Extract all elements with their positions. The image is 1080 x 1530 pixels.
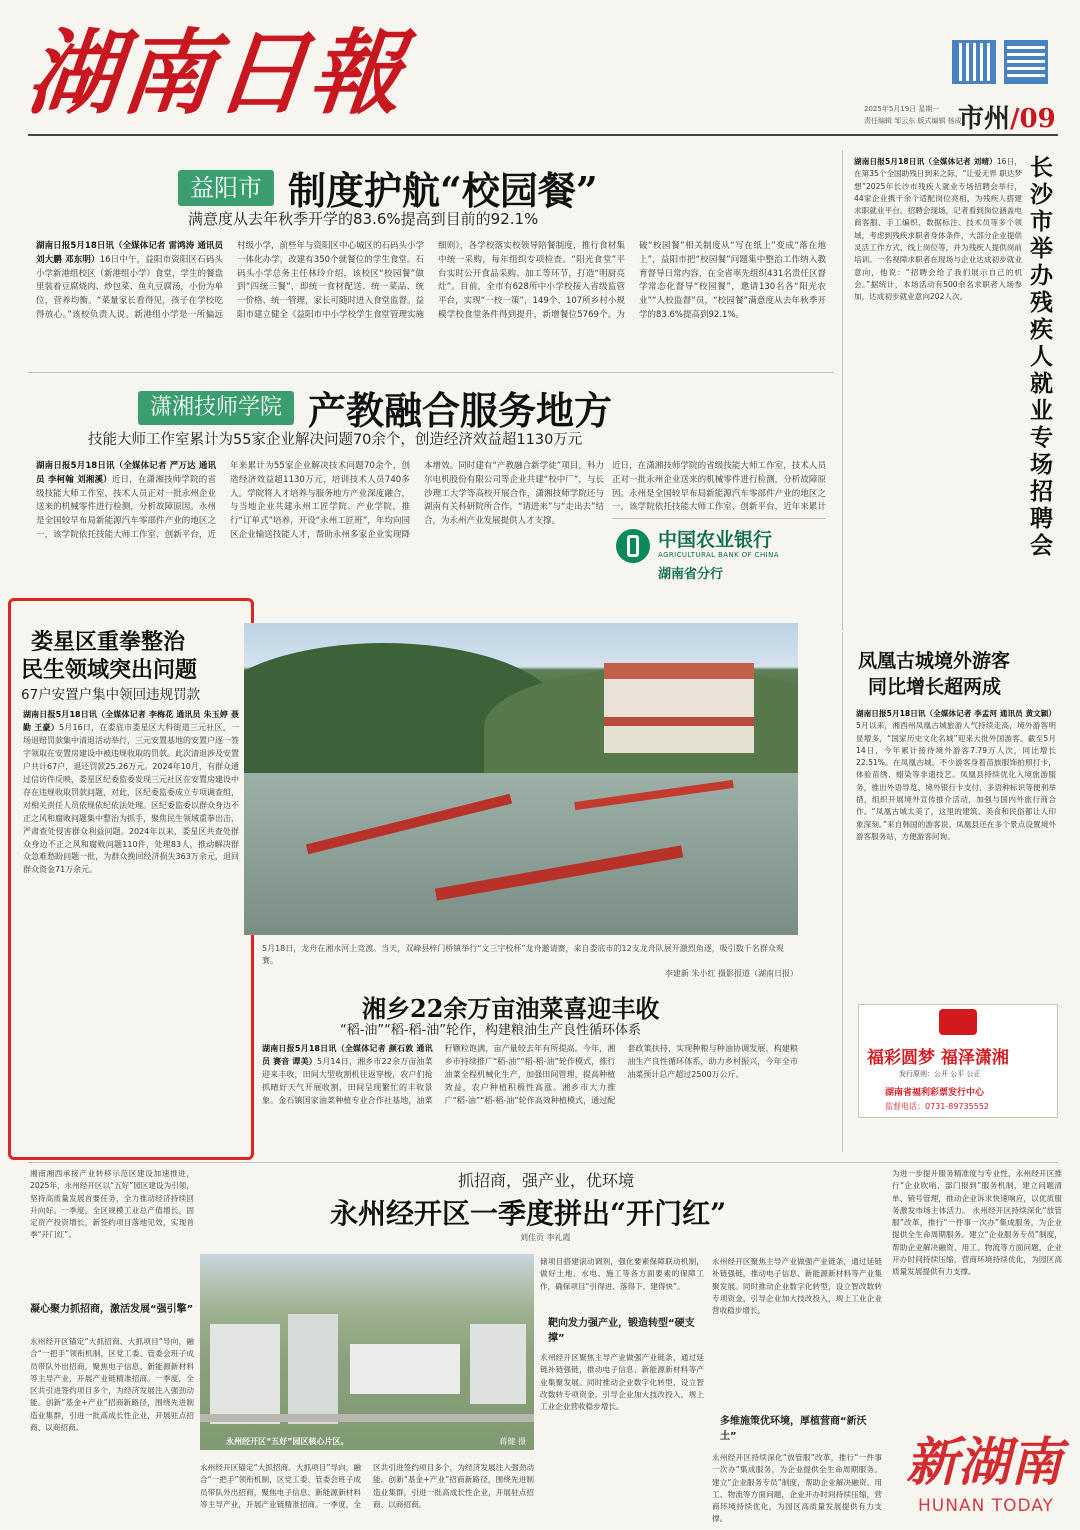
building-block: [350, 1344, 460, 1394]
column-divider: [842, 632, 843, 1152]
lottery-slogan: 福彩圆梦 福泽潇湘: [867, 1048, 1009, 1068]
story-fenghuang: [850, 642, 1062, 1002]
photo-caption: [226, 1436, 526, 1447]
story5-bylines: 刘佳贡 李礼霞: [520, 1233, 571, 1242]
masthead: [0, 0, 1080, 140]
headline-line1: 娄星区重拳整治: [31, 629, 186, 655]
vertical-headline: 长沙市举办残疾人就业专场招聘会: [1030, 154, 1053, 559]
watermark-logo: [900, 1420, 1070, 1526]
headline: 湘乡22余万亩油菜喜迎丰收: [362, 994, 660, 1023]
headline-line1: 凤凰古城境外游客: [858, 650, 1011, 672]
headline-line2: 同比增长超两成: [868, 676, 1002, 698]
article-body: 湖南日报5月18日讯（全媒体记者 颜石敦 通讯员 赛音 谭美）5月14日，湘乡市22余万亩油菜迎来丰收，田间大型收割机往返穿梭，农户们抢抓晴好天气开展收割，田间呈现繁忙的丰收景象。金石镇国家油菜种植专业合作社基地，油菜籽颗粒饱满，亩产量较去年有所提高。今年，湘乡市持续推广“稻-油”“稻-稻-油”轮作模式，推行油菜全程机械化生产，加强田间管理，提高种植效益，农户种植积极性高涨。湘乡市大力推广“稻-油”“稻-稻-油”轮作高效种植模式，通过配套政策扶持，实现种粮与种油协调发展，构建粮油生产良性循环体系，助力乡村振兴，今年全市油菜预计总产超过2500万公斤。: [262, 1044, 798, 1105]
building-block: [210, 1324, 280, 1424]
story5-text4: 永州经开区持续深化“放管服”改革，推行“一件事一次办”集成服务，为企业提供全生命周期服务。建立“企业服务专员”制度，帮助企业解决融资、用工、物流等方面问题，企业开办时间持续压缩，营商环境持续优化，为园区高质量发展提供有力支撑。: [712, 1453, 882, 1524]
story5-sub1: 凝心聚力抓招商，激活发展“强引擎”: [30, 1304, 194, 1315]
article-body: 湖南日报5月18日讯（全媒体记者 雷鸿涛 通讯员 刘大鹏 邓东明）16日中午，益阳市资阳区石码头小学新港组校区（新港组小学）食堂，学生的餐盘里装着豆腐烧肉、炒包菜、鱼丸豆腐汤，小份为单位，营养均衡。“菜量家长看得见，孩子在学校吃得放心。”该校负责人说。新港组小学是一所偏远村级小学，前些年与资阳区中心城区的石码头小学一体化办学，改建有350个就餐位的学生食堂。石码头小学总务主任林玲介绍，该校区“校园餐”做到“四统三餐”，即统一食材配送、统一菜品、统一价格、统一管理，家长可随时进入食堂监督。益阳市建立健全《益阳市中小学校学生食堂管理实施细则》，各学校落实校领导陪餐制度，推行食材集中统一采购，每年组织专项检查。“阳光食堂”平台实时公开食品采购、加工等环节，打造“明厨亮灶”。目前，全市有628所中小学校接入省级监管平台，实现“一校一策”，149个、107所乡村小规模学校食堂条件得到提升，新增餐位5769个。为破“校园餐”相关制度从“写在纸上”变成“落在地上”，益阳市把“校园餐”问题集中整治工作纳入教育督导日常内容，在全省率先组织431名责任区督学常态化督导“校园餐”，邀请130名各“阳光农业”“人校监督”员，“校园餐”满意度从去年秋季开学的83.6%提高到92.1%。: [36, 241, 826, 320]
column-divider: [842, 150, 843, 630]
story5-text3: 永州经开区聚焦主导产业做强产业链条，通过延链补链强链，推动电子信息、新能源新材料等产业集聚发展。同时推动企业数字化转型，设立智改数转专项资金，引导企业加大技改投入，规上工业企业营收稳步增长。: [540, 1353, 704, 1412]
photo-dragon-boat: [244, 623, 798, 935]
subheadline: 67户安置户集中领回违规罚款: [21, 687, 201, 703]
story5-sub2: 靶向发力强产业，锻造转型“硬支撑”: [548, 1318, 695, 1344]
lottery-center: 湖南省福利彩票发行中心: [885, 1088, 985, 1098]
story5-text1: 永州经开区锚定“大抓招商、大抓项目”导向，融合“一把手”领衔机制，区党工委、管委会班子成员带队外出招商，聚焦电子信息、新能源新材料等主导产业，开展产业链精准招商。一季度，全区共引进签约项目多个，为经济发展注入强劲动能。创新“基金+产业”招商新路径，围绕先进制造业集群，引进一批高成长性企业，开展驻点招商、以商招商。: [30, 1337, 194, 1433]
watermark-text: 新湖南: [906, 1432, 1063, 1493]
story-changsha: [850, 152, 1062, 622]
headline-row: [178, 160, 598, 215]
subheadline: “稻-油”“稻-稻-油”轮作，构建粮油生产良性循环体系: [340, 1023, 642, 1038]
place-tag: 益阳市: [178, 170, 274, 206]
story5-intro: 湘南湘西承接产业转移示范区建设加速推进，2025年，永州经开区以“五好”园区建设为引领，坚持高质量发展首要任务，全力推动经济持续回升向好。一季度，全区规模工业总产值增长，固定资产投资增长，新签约项目落地见效，实现首季“开门红”。: [30, 1169, 194, 1240]
river-water: [244, 773, 798, 935]
photo-credit: 蒋健 摄: [499, 1437, 526, 1446]
section-divider: [28, 1162, 1058, 1163]
subheadline: 技能大师工作室累计为55家企业解决问题70余个，创造经济效益超1130万元: [88, 432, 583, 448]
article-body-continued: 近日，在潇湘技师学院的省级技能大师工作室，技术人员正对一批永州企业送来的机械零件进行检测，分析故障原因。永州是全国较早布局新能源汽车零部件产业的地区之一，该学院依托技能大师工作室、创新平台，近年来累计: [612, 461, 826, 513]
masthead-rule: [28, 134, 1058, 136]
photo-caption-text: 永州经开区“五好”园区核心片区。: [226, 1437, 349, 1446]
headline-line2: 民生领域突出问题: [21, 657, 198, 683]
editors-line: 责任编辑 邹云东 版式编辑 杨成: [864, 117, 962, 125]
story5-text2: 储项目搭建滚动调剂，强化要素保障联动机制，做好土地、水电、施工等各方面要素的保障工作，确保项目“引得进、落得下、建得快”。: [540, 1257, 704, 1291]
section-divider: [28, 372, 834, 373]
subheadline: 满意度从去年秋季开学的83.6%提高到目前的92.1%: [188, 210, 539, 228]
story5-kicker: 抓招商，强产业，优环境: [458, 1171, 635, 1190]
road: [200, 1414, 534, 1422]
watermark-en: HUNAN TODAY: [918, 1496, 1054, 1516]
photo-industrial-park: [200, 1254, 534, 1450]
lottery-hotline: 监督电话：0731-89735552: [885, 1102, 989, 1111]
headline: 产教融合服务地方: [308, 388, 613, 433]
qr-code-icon: [1004, 40, 1048, 84]
story5-headline: 永州经开区一季度拼出“开门红”: [330, 1197, 727, 1230]
building-block: [288, 1314, 338, 1424]
story5-text-under-photo: 永州经开区锚定“大抓招商、大抓项目”导向，融合“一把手”领衔机制，区党工委、管委会班子成员带队外出招商，聚焦电子信息、新能源新材料等主导产业，开展产业链精准招商。一季度，全区共引进签约项目多个，为经济发展注入强劲动能。创新“基金+产业”招商新路径，围绕先进制造业集群，引进一批高成长性企业，开展驻点招商、以商招商。: [200, 1463, 534, 1509]
page-number: /09: [1010, 104, 1056, 134]
newspaper-logo: 湖南日報: [22, 19, 410, 127]
bank-name: 中国农业银行: [658, 529, 773, 551]
place-tag: 潇湘技师学院: [138, 391, 294, 425]
article-body: 湖南日报5月18日讯（全媒体记者 李梅花 通讯员 朱玉婷 聂勤 王豪）5月16日，在娄底市娄星区大科街道三元社区，一场退赔罚款集中清退活动举行，三元安置基地的安置户逐一签字领取在安置房建设中被违规收取的罚款。此次清退涉及安置户共计67户，退还罚款25.26万元。2024年10月，有群众通过信访件反映，娄星区纪委监委发现三元社区在安置房建设中存在违规收取罚款问题，对此，区纪委监委成立专项调查组，对相关责任人员依规依纪依法处理。区纪委监委以群众身边不正之风和腐败问题集中整治为抓手，聚焦民生领域重拳出击，严肃查处侵害群众利益问题。2024年以来，娄星区共查处群众身边不正之风和腐败问题110件，处理83人，推动解决群众急难愁盼问题一批，为群众挽回经济损失363万余元，退回群众资金71万余元。: [23, 710, 239, 875]
abc-logo-icon: [616, 529, 650, 563]
story-louxing-highlight: [8, 598, 254, 1160]
article-body: 湖南日报5月18日讯（全媒体记者 严万达 通讯员 李柯翰 刘湘溪）近日，在潇湘技师学院的省级技能大师工作室，技术人员正对一批永州企业送来的机械零件进行检测，分析故障原因。永州是全国较早布局新能源汽车零部件产业的地区之一，该学院依托技能大师工作室、创新平台，近年来累计为55家企业解决技术问题70余个，创造经济效益超1130万元，培训技术人员740多人。学院将人才培养与服务地方产业深度融合，与当地企业共建永州工匠学院、产业学院，推行“订单式”培养，开设“永州工匠班”，年均向园区企业输送技能人才，帮助永州多家企业实现降本增效。同时建有“产教融合新学徒”项目，科力尔电机股份有限公司等企业共建“校中厂”，与长沙理工大学等高校开展合作，潇湘技师学院还与湖南有关科研院所合作，“请进来”与“走出去”结合，为永州产业发展提供人才支撑。: [36, 461, 604, 540]
story-yiyang: [28, 150, 834, 370]
story5-text5: 为进一步提升服务精准度与专业性，永州经开区推行“企业吹哨、部门报到”服务机制，建立问题清单、销号管理，推动企业诉求快速响应，以优质服务激发市场主体活力。 永州经开区持续深化“放管服”改革，推行“一件事一次办”集成服务，为企业提供全生命周期服务。建立“企业服务专员”制度，帮助企业解决融资、用工、物流等方面问题，企业开办时间持续压缩，营商环境持续优化，为园区高质量发展提供有力支撑。: [892, 1169, 1062, 1277]
lottery-org: 发行原则：公开 公平 公正: [899, 1070, 981, 1078]
ad-welfare-lottery: [858, 1004, 1058, 1118]
article-body: 湖南日报5月18日讯（全媒体记者 刘晴）16日，在第35个全国助残日到来之际，“让爱无界 职达梦想”2025年长沙市残疾人就业专场招聘会举行，44家企业携千余个适配岗位亮相，为残疾人搭建求职就业平台。招聘会现场，记者看到岗位涵盖电商客服、手工编织、数据标注、技术员等多个领域，考虑到残疾求职者身体条件，大部分企业提供灵活工作方式、线上岗位等，并为残疾人提供岗前培训。一名视障求职者在现场与企业达成初步就业意向，他说：“招聘会给了我们展示自己的机会。”据统计，本场活动有500余名求职者入场参加，达成初步就业意向202人次。: [854, 157, 1022, 302]
qr-code-icon: [952, 40, 996, 84]
story5-text3b: 永州经开区聚焦主导产业做强产业链条，通过延链补链强链，推动电子信息、新能源新材料等产业集聚发展。同时推动企业数字化转型，设立智改数转专项资金，引导企业加大技改投入，规上工业企业营收稳步增长。: [712, 1257, 882, 1316]
article-body: 湖南日报5月18日讯（全媒体记者 李孟河 通讯员 黄文颖）5月以来，湘西州凤凰古城旅游人气持续走高，境外游客明显增多，“国家历史文化名城”迎来大批外国游客。截至5月14日，今年累计接待境外游客7.79万人次，同比增长22.51%。在凤凰古城，不少游客身着苗族服饰拍照打卡，体验苗绣、蜡染等非遗技艺。凤凰县持续优化入境旅游服务，推出外语导览、境外银行卡支付、多语种标识等便利举措，组织开展境外宣传推介活动，加强与国内外旅行商合作。“凤凰古城太美了，这里的建筑、美食和民俗都让人印象深刻。”来自韩国的游客说。凤凰县还在多个景点设置境外游客服务站，方便游客问询。: [856, 709, 1056, 841]
date-line: 2025年5月19日 星期一: [864, 105, 940, 113]
building-block: [470, 1324, 526, 1404]
story5-sub3: 多维施策优环境，厚植营商“新沃土”: [720, 1416, 867, 1442]
bank-name-en: AGRICULTURAL BANK OF CHINA: [658, 551, 779, 559]
headline: 制度护航“校园餐”: [288, 168, 598, 213]
bank-branch: 湖南省分行: [658, 567, 724, 582]
ad-agricultural-bank: [612, 518, 826, 588]
lottery-logo-icon: [939, 1009, 977, 1035]
section-name: 市州/09: [958, 104, 1056, 134]
headline-row: [138, 380, 612, 435]
story-xiangxiang: [262, 985, 802, 1155]
story-xiaoxiang: [28, 376, 834, 592]
village-buildings: [604, 663, 754, 753]
photo-caption: 5月18日，龙舟在湘水河上竞渡。当天，双峰县梓门桥镇举行“文三字校杯”龙舟邀请赛，来自娄底市的12支龙舟队展开激烈角逐，吸引数千名群众观赛。 李建新 朱小红 摄影报道（湖南日报）: [262, 943, 798, 980]
photo-credit: 李建新 朱小红 摄影报道（湖南日报）: [664, 968, 798, 978]
